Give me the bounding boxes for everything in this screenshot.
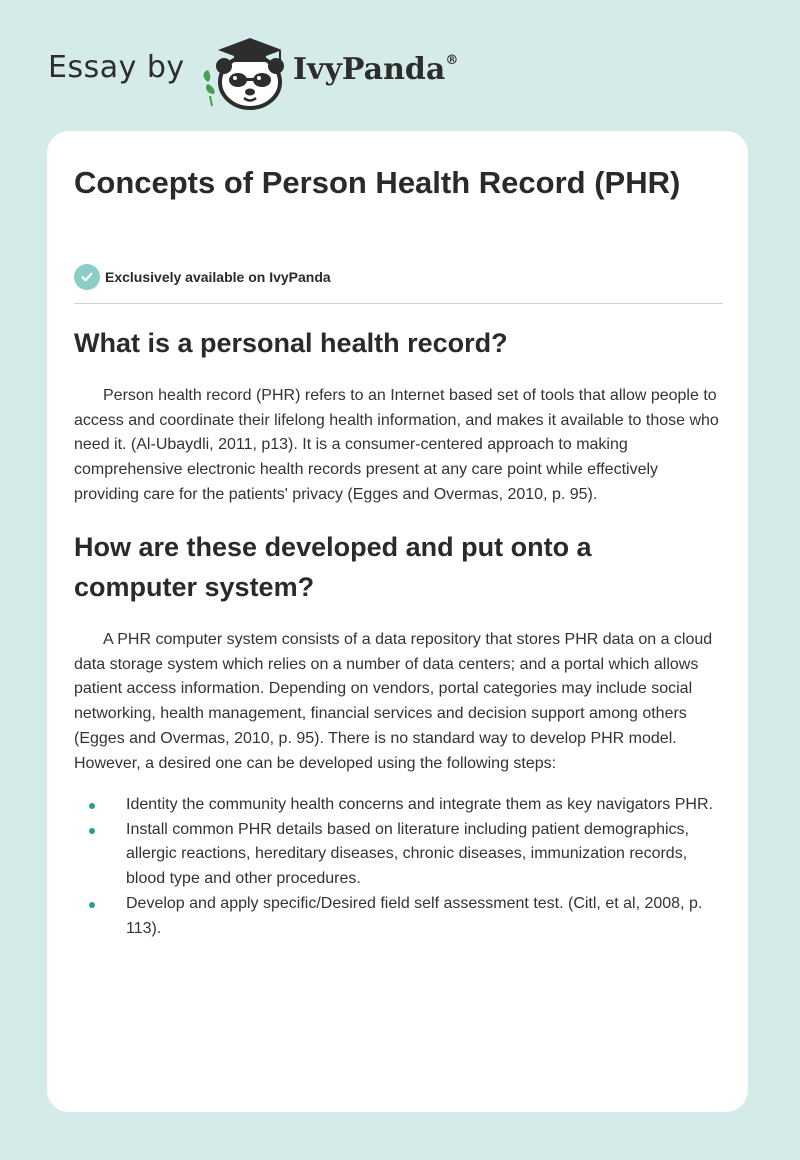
list-item	[74, 818, 724, 892]
registered-mark: ®	[445, 53, 459, 68]
list-item-text: Develop and apply specific/Desired field self assessment test. (Citl, et al, 2008, p. 113).	[126, 894, 703, 937]
exclusive-badge	[74, 263, 331, 291]
list-item	[74, 793, 724, 818]
article-title: Concepts of Person Health Record (PHR)	[74, 165, 681, 200]
list-item-text: Install common PHR details based on literature including patient demographics, allergic reactions, hereditary diseases, chronic diseases, immunization records, blood type and other procedures.	[126, 820, 689, 888]
title-divider	[74, 303, 723, 304]
brand-text: IvyPanda	[293, 52, 446, 87]
section-paragraph-how-developed: A PHR computer system consists of a data repository that stores PHR data on a cloud data storage system which relies on a number of data centers; and a portal which allows patient access information. Depending on vendors, portal categories may include social networking, health management, financial services and decision support among others (Egges and Overmas, 2010, p. 95). There is no standard way to develop PHR model. However, a desired one can be developed using the following steps:	[74, 631, 713, 772]
section-heading-how-developed: How are these developed and put onto a computer system?	[74, 532, 592, 602]
bullet-dot-icon	[89, 828, 95, 834]
brand-name[interactable]	[293, 52, 458, 87]
site-header	[0, 0, 800, 120]
steps-list	[74, 793, 724, 941]
section-paragraph-what-is-phr: Person health record (PHR) refers to an Internet based set of tools that allow people to access and coordinate their lifelong health information, and makes it available to those who need it. (Al-Ubaydli, 2011, p13). It is a consumer-centered approach to making comprehensive electronic health records present at any care point while effectively providing care for the patients' privacy (Egges and Overmas, 2010, p. 95).	[74, 387, 719, 503]
article-card	[47, 131, 748, 1112]
essay-by-label: Essay by	[48, 50, 185, 85]
bullet-dot-icon	[89, 902, 95, 908]
panda-logo-icon[interactable]	[200, 34, 292, 110]
list-item	[74, 892, 724, 941]
list-item-text: Identity the community health concerns and integrate them as key navigators PHR.	[126, 796, 713, 813]
check-circle-icon	[74, 264, 100, 290]
bullet-dot-icon	[89, 803, 95, 809]
exclusive-label: Exclusively available on IvyPanda	[105, 269, 331, 285]
section-heading-what-is-phr: What is a personal health record?	[74, 328, 508, 358]
